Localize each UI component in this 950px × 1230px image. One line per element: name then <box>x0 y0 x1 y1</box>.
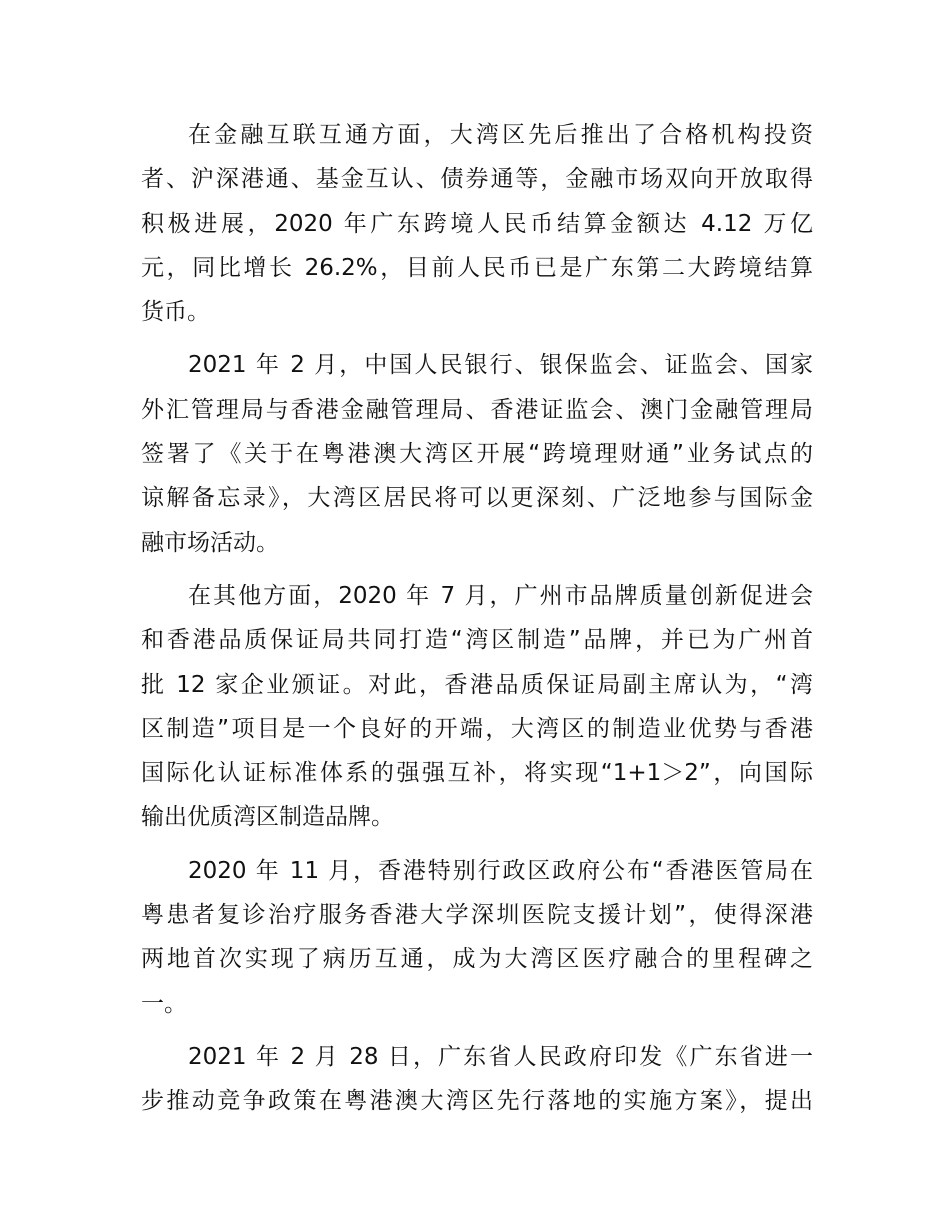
text-line: 在金融互联互通方面，大湾区先后推出了合格机构投资 <box>188 122 813 148</box>
text-line: 国际化认证标准体系的强强互补，将实现“1+1＞2”，向国际 <box>141 760 813 787</box>
text-line: 2020 年 11 月，香港特别行政区政府公布“香港医管局在 <box>188 857 813 884</box>
text-line: 和香港品质保证局共同打造“湾区制造”品牌，并已为广州首 <box>141 627 813 654</box>
text-line: 批 12 家企业颁证。对此，香港品质保证局副主席认为，“湾 <box>141 671 813 698</box>
text-line: 两地首次实现了病历互通，成为大湾区医疗融合的里程碑之 <box>141 946 813 973</box>
paragraph-bay-area-manufacturing <box>141 574 813 840</box>
text-line: 签署了《关于在粤港澳大湾区开展“跨境理财通”业务试点的 <box>141 441 813 468</box>
text-line: 者、沪深港通、基金互认、债券通等，金融市场双向开放取得 <box>141 166 813 193</box>
text-line: 输出优质湾区制造品牌。 <box>141 804 394 831</box>
text-line: 谅解备忘录》，大湾区居民将可以更深刻、广泛地参与国际金 <box>141 485 813 512</box>
text-line: 货币。 <box>141 299 210 326</box>
text-line: 积极进展，2020 年广东跨境人民币结算金额达 4.12 万亿 <box>141 210 813 237</box>
document-body <box>141 113 813 1133</box>
text-line: 在其他方面，2020 年 7 月，广州市品牌质量创新促进会 <box>188 582 813 609</box>
paragraph-competition-policy <box>141 1035 813 1124</box>
paragraph-medical-records <box>141 849 813 1026</box>
text-line: 融市场活动。 <box>141 529 279 556</box>
text-line: 粤患者复诊治疗服务香港大学深圳医院支援计划”，使得深港 <box>141 902 813 929</box>
text-line: 2021 年 2 月，中国人民银行、银保监会、证监会、国家 <box>188 352 813 379</box>
text-line: 区制造”项目是一个良好的开端，大湾区的制造业优势与香港 <box>141 715 813 742</box>
text-line: 一。 <box>141 990 187 1017</box>
paragraph-wealth-connect <box>141 343 813 564</box>
text-line: 步推动竞争政策在粤港澳大湾区先行落地的实施方案》，提出 <box>141 1088 813 1115</box>
text-line: 外汇管理局与香港金融管理局、香港证监会、澳门金融管理局 <box>141 396 813 423</box>
paragraph-financial-connectivity <box>141 113 813 334</box>
text-line: 元，同比增长 26.2%，目前人民币已是广东第二大跨境结算 <box>141 254 813 281</box>
text-line: 2021 年 2 月 28 日，广东省人民政府印发《广东省进一 <box>188 1043 813 1070</box>
